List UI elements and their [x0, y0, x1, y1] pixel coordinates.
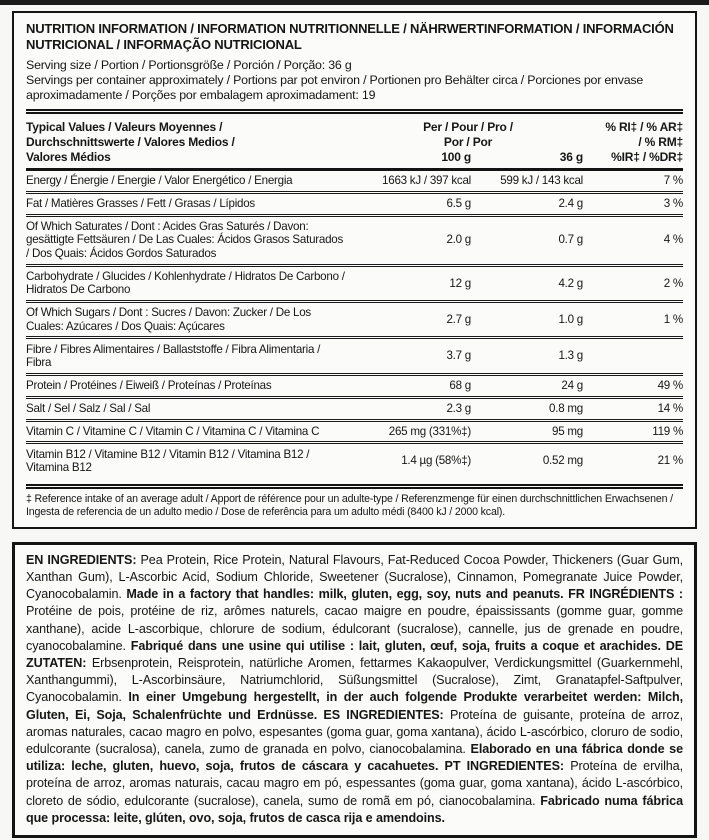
value-per-100g: 6.5 g	[446, 197, 471, 211]
ingredients-bold-segment: EN INGREDIENTS:	[26, 552, 141, 567]
ingredients-panel	[12, 542, 697, 838]
nutrient-label: Carbohydrate / Glucides / Kohlenhydrate / Hidratos De Carbono / Hidratos De Carbono	[26, 269, 345, 297]
table-row	[26, 339, 683, 375]
ingredients-segment: Protéine de pois, protéine de riz, arômes naturels, cacao maigre en poudre, épaississants (gomme guar, gomme xanthane), acide L-ascorbique, chlorure de sodium, édulcorant (sucralose), cannelle, jus de grenade en poudre, cyanocobalamine.	[26, 604, 683, 653]
table-row	[26, 217, 683, 267]
value-ri-percent: 4 %	[663, 233, 683, 247]
table-row	[26, 171, 683, 194]
ri-header-line-3: %IR‡ / %DR‡	[611, 150, 683, 164]
value-per-100g: 1663 kJ / 397 kcal	[382, 174, 471, 188]
ingredients-bold-segment: Fabricado numa fábrica que processa: leite, glúten, ovo, soja, frutos de casca rija e amendoins.	[26, 793, 683, 825]
value-per-36g: 0.8 mg	[549, 401, 583, 415]
value-ri-percent: 49 %	[657, 378, 683, 392]
ingredients-bold-segment: Fabriqué dans une usine qui utilise : lait, gluten, œuf, soja, fruits a coque et arachides. DE ZUTATEN:	[26, 638, 684, 670]
value-per-36g: 0.52 mg	[542, 454, 583, 468]
value-per-100g: 68 g	[449, 378, 471, 392]
servings-per-container-line: Servings per container approximately / Portions par pot environ / Portionen pro Behälter circa / Porciones por envase aproximadamente / Porções por embalagem aproximadament: 19	[26, 73, 644, 102]
ingredients-bold-segment: In einer Umgebung hergestellt, in der auch folgende Produkte verarbeitet werden: Milch, Gluten, Ei, Soja, Schalenfrüchte und Erdnüsse. ES INGREDIENTES:	[26, 690, 683, 722]
nutrition-table-body	[26, 171, 683, 478]
value-ri-percent: 119 %	[652, 424, 683, 438]
value-per-36g: 95 mg	[552, 424, 583, 438]
nutrition-title: NUTRITION INFORMATION / INFORMATION NUTRITIONNELLE / NÄHRWERTINFORMATION / INFORMACIÓN NUTRICIONAL / INFORMAÇÃO NUTRICIONAL	[26, 21, 674, 52]
ingredients-text	[26, 552, 683, 827]
nutrient-label: Protein / Protéines / Eiweiß / Proteínas / Proteínas	[26, 378, 272, 392]
typical-values-line-2: Durchschnittswerte / Valores Medios /	[26, 135, 235, 149]
value-ri-percent: 1 %	[663, 312, 683, 326]
value-per-100g: 2.3 g	[446, 401, 471, 415]
nutrient-label: Fat / Matières Grasses / Fett / Grasas / Lípidos	[26, 197, 255, 211]
unit-100g-header: 100 g	[441, 150, 471, 164]
value-ri-percent: 3 %	[663, 197, 683, 211]
value-per-100g: 265 mg (331%‡)	[388, 424, 471, 438]
ingredients-bold-segment: Made in a factory that handles: milk, gluten, egg, soy, nuts and peanuts. FR INGRÉDIENTS :	[126, 587, 683, 602]
value-per-36g: 2.4 g	[558, 197, 583, 211]
value-per-36g: 24 g	[561, 378, 583, 392]
ri-header-line-2: / % RM‡	[638, 135, 683, 149]
nutrient-label: Of Which Saturates / Dont : Acides Gras Saturés / Davon: gesättigte Fettsäuren / De Las Cuales: Ácidos Grasos Saturados / Dos Quais: Ácidos Gordos Saturados	[26, 219, 344, 260]
value-per-100g: 12 g	[449, 276, 471, 290]
table-row	[26, 194, 683, 217]
value-per-36g: 4.2 g	[558, 276, 583, 290]
table-row	[26, 399, 683, 422]
table-row	[26, 444, 683, 477]
per-header-line-2: Por / Por	[443, 135, 493, 149]
value-ri-percent: 7 %	[663, 174, 683, 188]
per-column-header	[353, 120, 583, 165]
value-ri-percent: 21 %	[657, 454, 683, 468]
unit-36g-header: 36 g	[559, 150, 583, 164]
value-per-100g: 2.7 g	[446, 312, 471, 326]
nutrition-panel	[12, 11, 697, 529]
nutrient-label: Vitamin B12 / Vitamine B12 / Vitamin B12 / Vitamina B12 / Vitamina B12	[26, 447, 310, 475]
value-per-100g: 3.7 g	[446, 349, 471, 363]
serving-size-line: Serving size / Portion / Portionsgröße / Porción / Porção: 36 g	[26, 58, 352, 72]
value-per-100g: 2.0 g	[446, 233, 471, 247]
ingredients-segment: Proteína de ervilha, proteína de arroz, aromas naturais, cacau magro em pó, espessantes (goma guar, goma xantana), ácido L-ascórbico, cloreto de sódio, edulcorante (sucralose), canela, sumo de romã em pó, cianocobalamina.	[26, 759, 683, 808]
ri-header-line-1: % RI‡ / % AR‡	[605, 120, 683, 134]
value-per-36g: 599 kJ / 143 kcal	[500, 174, 583, 188]
value-per-36g: 0.7 g	[558, 233, 583, 247]
per-header-line-1: Per / Pour / Pro /	[423, 120, 513, 134]
typical-values-header	[26, 120, 353, 165]
nutrient-label: Salt / Sel / Salz / Sal / Sal	[26, 401, 151, 415]
reference-intake-footnote: ‡ Reference intake of an average adult / Apport de référence pour un adulte-type / Referenzmenge für einen durchschnittlichen Erwachsenen / Ingesta de referencia de un adulto medio / Dose de referência para um adulto médi (8400 kJ / 2000 kcal).	[26, 492, 673, 518]
units-row	[353, 150, 583, 165]
nutrient-label: Fibre / Fibres Alimentaires / Ballaststoffe / Fibra Alimentaria / Fibra	[26, 342, 321, 370]
ingredients-segment: Erbsenprotein, Reisprotein, natürliche Aromen, fettarmes Kakaopulver, Verdickungsmittel (Guarkernmehl, Xanthangummi), L-Ascorbinsäure, Natriumchlorid, Süßungsmittel (Sucralose), Zimt, Granatapfel-Saftpulver, Cyanocobalamin.	[26, 655, 683, 705]
table-row	[26, 376, 683, 399]
ri-column-header	[583, 120, 683, 165]
table-row	[26, 422, 683, 445]
value-ri-percent: 14 %	[657, 401, 683, 415]
typical-values-line-3: Valores Médios	[26, 150, 111, 164]
value-per-36g: 1.0 g	[558, 312, 583, 326]
table-header-row	[26, 114, 683, 168]
typical-values-line-1: Typical Values / Valeurs Moyennes /	[26, 120, 223, 134]
value-ri-percent: 2 %	[663, 276, 683, 290]
nutrient-label: Of Which Sugars / Dont : Sucres / Davon: Zucker / De Los Cuales: Azúcares / Dos Quais: Açúcares	[26, 306, 311, 333]
nutrient-label: Energy / Énergie / Energie / Valor Energético / Energia	[26, 174, 293, 188]
table-row	[26, 303, 683, 339]
table-row	[26, 267, 683, 303]
value-per-36g: 1.3 g	[558, 349, 583, 363]
top-crop-bar	[0, 0, 709, 5]
ingredients-bold-segment: Elaborado en una fábrica donde se utiliza: leche, gluten, huevo, soja, frutos de cáscara y cacahuetes. PT INGREDIENTES:	[26, 741, 683, 774]
value-per-100g: 1.4 µg (58%‡)	[401, 454, 471, 468]
ingredients-segment: Proteína de guisante, proteína de arroz, aromas naturales, cacao magro en polvo, espesantes (goma guar, goma xantana), ácido L-ascórbico, cloruro de sodio, edulcorante (sucralosa), canela, zumo de granada en polvo, cianocobalamina.	[26, 707, 683, 756]
ingredients-segment: Pea Protein, Rice Protein, Natural Flavours, Fat-Reduced Cocoa Powder, Thickeners (Guar Gum, Xanthan Gum), L-Ascorbic Acid, Sodium Chloride, Sweetener (Sucralose), Cinnamon, Pomegranate Juice Powder, Cyanocobalamin.	[26, 552, 683, 602]
nutrient-label: Vitamin C / Vitamine C / Vitamin C / Vitamina C / Vitamina C	[26, 424, 320, 438]
